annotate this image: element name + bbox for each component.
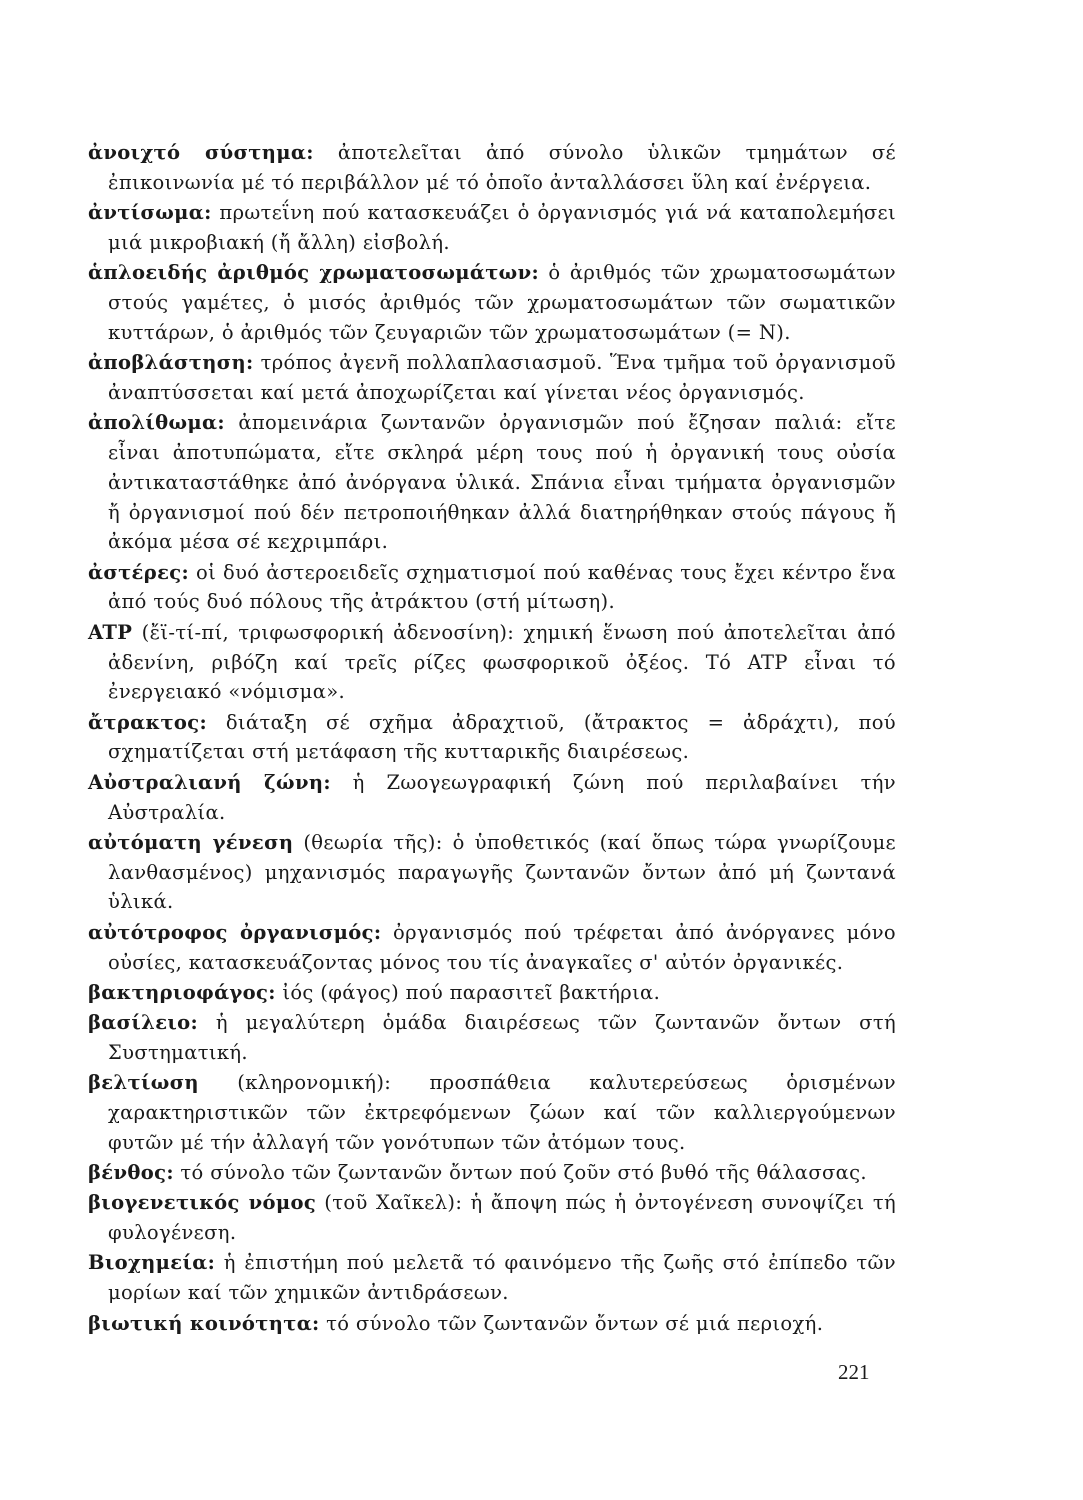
glossary-term: ἀντίσωμα: xyxy=(88,201,212,225)
glossary-definition: (ἔϊ-τί-πί, τριφωσφορική ἀδενοσίνη): χημική ἕνωση πού ἀποτελεῖται ἀπό ἀδενίνη, ριβόζη καί τρεῖς ρίζες φωσφορικοῦ ὀξέος. Τό ATP εἶναι τό ἐνεργειακό «νόμισμα». xyxy=(108,620,896,704)
glossary-entry xyxy=(88,1008,896,1068)
glossary-entry xyxy=(88,828,896,917)
glossary-definition: (τοῦ Χαῖκελ): ἡ ἄποψη πώς ἡ ὀντογένεση συνοψίζει τή φυλογένεση. xyxy=(108,1191,896,1245)
glossary-definition: τό σύνολο τῶν ζωντανῶν ὄντων πού ζοῦν στό βυθό τῆς θάλασσας. xyxy=(173,1161,867,1185)
glossary-entry xyxy=(88,1309,896,1339)
glossary-definition: πρωτεΐνη πού κατασκευάζει ὁ ὀργανισμός γιά νά καταπολεμήσει μιά μικροβιακή (ἤ ἄλλη) εἰσβολή. xyxy=(108,201,896,254)
glossary-term: αὐτότροφος ὀργανισμός: xyxy=(88,920,382,944)
glossary-entry xyxy=(88,618,896,707)
glossary-definition: ἡ μεγαλύτερη ὁμάδα διαιρέσεως τῶν ζωντανῶν ὄντων στή Συστηματική. xyxy=(108,1011,896,1064)
glossary-term: ἀπολίθωμα: xyxy=(88,411,225,435)
glossary-entry xyxy=(88,348,896,408)
glossary-definition: τό σύνολο τῶν ζωντανῶν ὄντων σέ μιά περιοχή. xyxy=(319,1311,824,1335)
glossary-entry xyxy=(88,408,896,557)
glossary-entry xyxy=(88,768,896,828)
glossary-term: ἀστέρες: xyxy=(88,560,190,584)
glossary-entry xyxy=(88,978,896,1008)
glossary-term: ATP xyxy=(88,620,133,644)
glossary-term: ἁπλοειδής ἀριθμός χρωματοσωμάτων: xyxy=(88,261,540,285)
glossary-term: Βιοχημεία: xyxy=(88,1251,216,1275)
glossary-entry xyxy=(88,1188,896,1248)
glossary-definition: ὀργανισμός πού τρέφεται ἀπό ἀνόργανες μόνο οὐσίες, κατασκευάζοντας μόνος του τίς ἀναγκαῖες σ' αὐτόν ὀργανικές. xyxy=(108,920,896,974)
glossary-entry xyxy=(88,1068,896,1157)
glossary-entry xyxy=(88,198,896,258)
glossary-term: ἀποβλάστηση: xyxy=(88,351,254,375)
glossary-definition: ἰός (φάγος) πού παρασιτεῖ βακτήρια. xyxy=(275,980,661,1004)
glossary-term: ἄτρακτος: xyxy=(88,710,208,734)
glossary-term: βελτίωση xyxy=(88,1071,199,1095)
glossary-definition: (κληρονομική): προσπάθεια καλυτερεύσεως ὁρισμένων χαρακτηριστικῶν τῶν ἐκτρεφόμενων ζώων καί τῶν καλλιεργούμενων φυτῶν μέ τήν ἀλλαγή τῶν γονότυπων τῶν ἀτόμων τους. xyxy=(108,1071,896,1154)
glossary-term: αὐτόματη γένεση xyxy=(88,830,294,854)
glossary-entry xyxy=(88,708,896,768)
glossary-entry xyxy=(88,558,896,618)
glossary-entry xyxy=(88,1248,896,1308)
glossary-term: ἀνοιχτό σύστημα: xyxy=(88,141,314,164)
glossary-definition: τρόπος ἀγενῆ πολλαπλασιασμοῦ. Ἕνα τμῆμα τοῦ ὀργανισμοῦ ἀναπτύσσεται καί μετά ἀποχωρίζεται καί γίνεται νέος ὀργανισμός. xyxy=(108,351,896,404)
glossary-definition: οἱ δυό ἀστεροειδεῖς σχηματισμοί πού καθένας τους ἔχει κέντρο ἕνα ἀπό τούς δυό πόλους τῆς ἀτράκτου (στή μίτωση). xyxy=(108,560,896,614)
glossary-term: βασίλειο: xyxy=(88,1011,199,1035)
glossary-entry xyxy=(88,138,896,198)
glossary-definition: (θεωρία τῆς): ὁ ὑποθετικός (καί ὅπως τώρα γνωρίζουμε λανθασμένος) μηχανισμός παραγωγῆς ζωντανῶν ὄντων ἀπό μή ζωντανά ὑλικά. xyxy=(108,830,896,914)
page-number: 221 xyxy=(838,1360,870,1384)
glossary-term: βένθος: xyxy=(88,1161,174,1185)
glossary-definition: ἡ ἐπιστήμη πού μελετᾶ τό φαινόμενο τῆς ζωῆς στό ἐπίπεδο τῶν μορίων καί τῶν χημικῶν ἀντιδράσεων. xyxy=(108,1251,896,1305)
glossary-term: βακτηριοφάγος: xyxy=(88,980,276,1004)
glossary-definition: διάταξη σέ σχῆμα ἀδραχτιοῦ, (ἄτρακτος = ἀδράχτι), πού σχηματίζεται στή μετάφαση τῆς κυτταρικῆς διαιρέσεως. xyxy=(108,710,896,764)
glossary-entry xyxy=(88,1158,896,1188)
glossary-entry xyxy=(88,258,896,347)
glossary-definition: ἀπομεινάρια ζωντανῶν ὀργανισμῶν πού ἔζησαν παλιά: εἴτε εἶναι ἀποτυπώματα, εἴτε σκληρά μέρη τους πού ἡ ὀργανική τους οὐσία ἀντικαταστάθηκε ἀπό ἀνόργανα ὑλικά. Σπάνια εἶναι τμήματα ὀργανισμῶν ἤ ὀργανισμοί πού δέν πετροποιήθηκαν ἀλλά διατηρήθηκαν στούς πάγους ἤ ἀκόμα μέσα σέ κεχριμπάρι. xyxy=(108,411,896,554)
glossary-definition: ἀποτελεῖται ἀπό σύνολο ὑλικῶν τμημάτων σέ ἐπικοινωνία μέ τό περιβάλλον μέ τό ὁποῖο ἀνταλλάσσει ὕλη καί ἐνέργεια. xyxy=(108,141,896,194)
glossary-definition: ὁ ἀριθμός τῶν χρωματοσωμάτων στούς γαμέτες, ὁ μισός ἀριθμός τῶν χρωματοσωμάτων τῶν σωματικῶν κυττάρων, ὁ ἀριθμός τῶν ζευγαριῶν τῶν χρωματοσωμάτων (= N). xyxy=(108,261,896,344)
glossary-term: βιωτική κοινότητα: xyxy=(88,1311,320,1335)
glossary-page xyxy=(88,138,896,1339)
glossary-definition: ἡ Ζωογεωγραφική ζώνη πού περιλαβαίνει τήν Αὐστραλία. xyxy=(108,770,896,824)
glossary-term: Αὐστραλιανή ζώνη: xyxy=(88,770,331,794)
glossary-entry xyxy=(88,918,896,978)
glossary-term: βιογενετικός νόμος xyxy=(88,1191,317,1215)
